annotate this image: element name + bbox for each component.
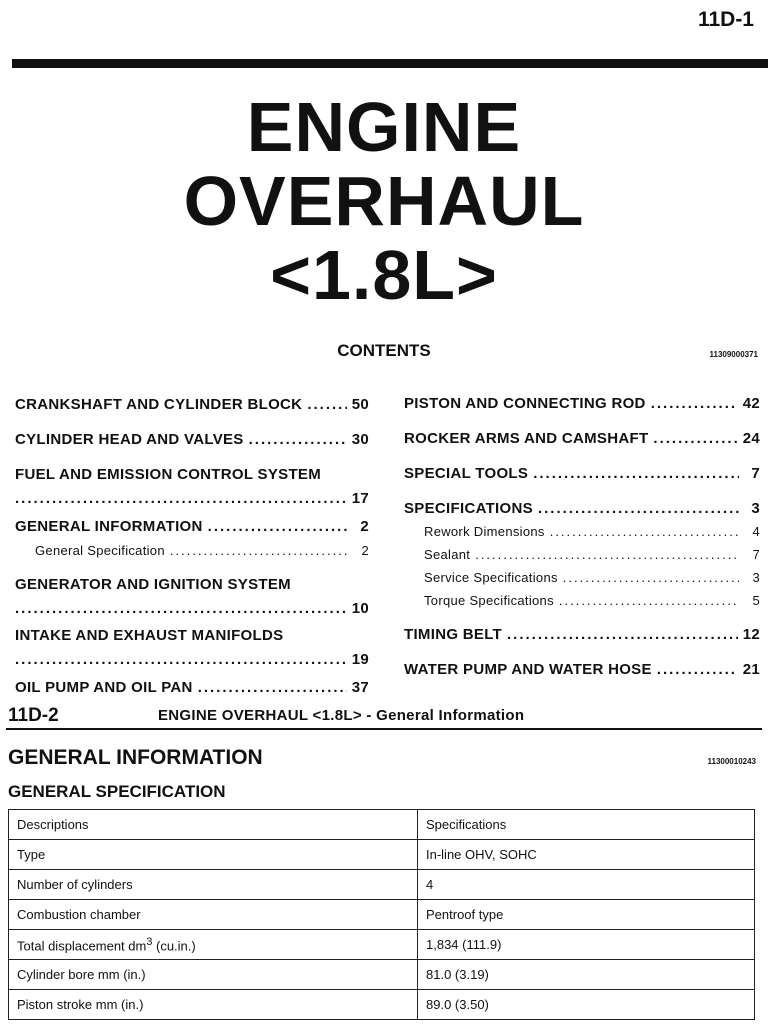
header-rule xyxy=(12,59,768,68)
toc-page: 10 xyxy=(351,600,369,617)
toc-leader xyxy=(15,600,346,617)
toc-leader xyxy=(170,543,348,558)
toc-page: 7 xyxy=(752,547,760,562)
toc-leader xyxy=(651,395,738,412)
toc-entry-general-information[interactable] xyxy=(15,518,369,535)
toc-label: Torque Specifications xyxy=(424,593,554,608)
table-header-row xyxy=(9,810,755,840)
toc-label: FUEL AND EMISSION CONTROL SYSTEM xyxy=(15,466,322,483)
row-description: Cylinder bore mm (in.) xyxy=(9,960,418,990)
toc-leader xyxy=(533,465,739,482)
toc-leader xyxy=(657,661,738,678)
toc-entry-general-specification[interactable] xyxy=(35,543,369,558)
toc-label: GENERAL INFORMATION xyxy=(15,518,203,535)
title-line-2: OVERHAUL xyxy=(183,162,585,240)
table-row xyxy=(9,930,755,960)
toc-page: 7 xyxy=(751,465,760,482)
toc-label: GENERATOR AND IGNITION SYSTEM xyxy=(15,576,291,593)
toc-leader xyxy=(538,500,739,517)
toc-page: 3 xyxy=(752,570,760,585)
toc-entry-cylinder-head[interactable] xyxy=(15,431,369,448)
manual-title xyxy=(0,90,768,312)
toc-label: PISTON AND CONNECTING ROD xyxy=(404,395,646,412)
toc-leader xyxy=(307,396,346,413)
toc-entry-timing-belt[interactable] xyxy=(404,626,760,643)
toc-page: 17 xyxy=(351,490,369,507)
toc-page: 3 xyxy=(751,500,760,517)
row-description: Combustion chamber xyxy=(9,900,418,930)
toc-page: 24 xyxy=(742,430,760,447)
toc-page: 37 xyxy=(351,679,369,696)
row-description: Type xyxy=(9,840,418,870)
toc-entry-crankshaft[interactable] xyxy=(15,396,369,413)
toc-leader xyxy=(249,431,347,448)
section-title: GENERAL INFORMATION xyxy=(8,746,263,769)
toc-leader xyxy=(550,524,739,539)
table-row xyxy=(9,840,755,870)
desc-unit: (cu.in.) xyxy=(152,938,196,954)
toc-entry-rocker-arms[interactable] xyxy=(404,430,760,447)
row-specification: In-line OHV, SOHC xyxy=(418,840,755,870)
contents-heading: CONTENTS xyxy=(337,341,431,360)
row-description xyxy=(9,930,418,960)
toc-label: Sealant xyxy=(424,547,471,562)
toc-leader xyxy=(15,490,346,507)
toc-page: 5 xyxy=(752,593,760,608)
toc-leader xyxy=(198,679,347,696)
toc-entry-oil-pump[interactable] xyxy=(15,679,369,696)
title-line-1: ENGINE xyxy=(246,88,522,166)
toc-label: CYLINDER HEAD AND VALVES xyxy=(15,431,244,448)
toc-leader xyxy=(653,430,737,447)
toc-entry-water-pump[interactable] xyxy=(404,661,760,678)
toc-page: 4 xyxy=(752,524,760,539)
row-description: Piston stroke mm (in.) xyxy=(9,990,418,1020)
toc-entry-special-tools[interactable] xyxy=(404,465,760,482)
toc-label: TIMING BELT xyxy=(404,626,503,643)
toc-label: Service Specifications xyxy=(424,570,558,585)
toc-entry-specifications[interactable] xyxy=(404,500,760,517)
document-code: 11309000371 xyxy=(709,350,758,359)
toc-entry-service-specifications[interactable] xyxy=(424,570,760,585)
toc-label: CRANKSHAFT AND CYLINDER BLOCK xyxy=(15,396,303,413)
page-number: 11D-1 xyxy=(697,8,754,31)
toc-page: 42 xyxy=(742,395,760,412)
column-header-specifications: Specifications xyxy=(418,810,755,840)
toc-page: 21 xyxy=(742,661,760,678)
running-header-title: ENGINE OVERHAUL <1.8L> - General Information xyxy=(158,707,525,724)
row-specification: 89.0 (3.50) xyxy=(418,990,755,1020)
toc-leader xyxy=(15,651,346,668)
toc-entry-generator[interactable] xyxy=(15,576,369,617)
toc-entry-sealant[interactable] xyxy=(424,547,760,562)
toc-leader xyxy=(507,626,738,643)
desc-superscript: 3 xyxy=(146,935,153,948)
column-header-descriptions: Descriptions xyxy=(9,810,418,840)
toc-label: Rework Dimensions xyxy=(424,524,545,539)
toc-leader xyxy=(559,593,739,608)
table-row xyxy=(9,900,755,930)
toc-label: SPECIFICATIONS xyxy=(404,500,533,517)
toc-entry-piston[interactable] xyxy=(404,395,760,412)
header-rule xyxy=(6,728,762,730)
specification-table xyxy=(8,809,755,1020)
table-row xyxy=(9,870,755,900)
toc-page: 30 xyxy=(351,431,369,448)
toc-page: 50 xyxy=(351,396,369,413)
row-description: Number of cylinders xyxy=(9,870,418,900)
toc-page: 12 xyxy=(742,626,760,643)
toc-label: General Specification xyxy=(35,543,165,558)
document-code: 11300010243 xyxy=(707,757,756,766)
table-row xyxy=(9,960,755,990)
toc-leader xyxy=(563,570,739,585)
toc-label: INTAKE AND EXHAUST MANIFOLDS xyxy=(15,627,284,644)
page-number: 11D-2 xyxy=(8,705,59,726)
title-line-3: <1.8L> xyxy=(270,236,498,314)
toc-entry-torque-specifications[interactable] xyxy=(424,593,760,608)
toc-entry-rework-dimensions[interactable] xyxy=(424,524,760,539)
desc-text: Total displacement dm xyxy=(17,938,147,954)
toc-label: SPECIAL TOOLS xyxy=(404,465,529,482)
toc-entry-intake[interactable] xyxy=(15,627,369,668)
toc-page: 2 xyxy=(360,518,369,535)
row-specification: Pentroof type xyxy=(418,900,755,930)
row-specification: 4 xyxy=(418,870,755,900)
subsection-title: GENERAL SPECIFICATION xyxy=(8,782,226,801)
toc-page: 2 xyxy=(361,543,369,558)
toc-entry-fuel[interactable] xyxy=(15,466,369,507)
toc-leader xyxy=(208,518,348,535)
toc-label: ROCKER ARMS AND CAMSHAFT xyxy=(404,430,649,447)
table-row xyxy=(9,990,755,1020)
toc-leader xyxy=(475,547,739,562)
row-specification: 81.0 (3.19) xyxy=(418,960,755,990)
toc-label: OIL PUMP AND OIL PAN xyxy=(15,679,193,696)
toc-page: 19 xyxy=(351,651,369,668)
toc-label: WATER PUMP AND WATER HOSE xyxy=(404,661,652,678)
row-specification: 1,834 (111.9) xyxy=(418,930,755,960)
